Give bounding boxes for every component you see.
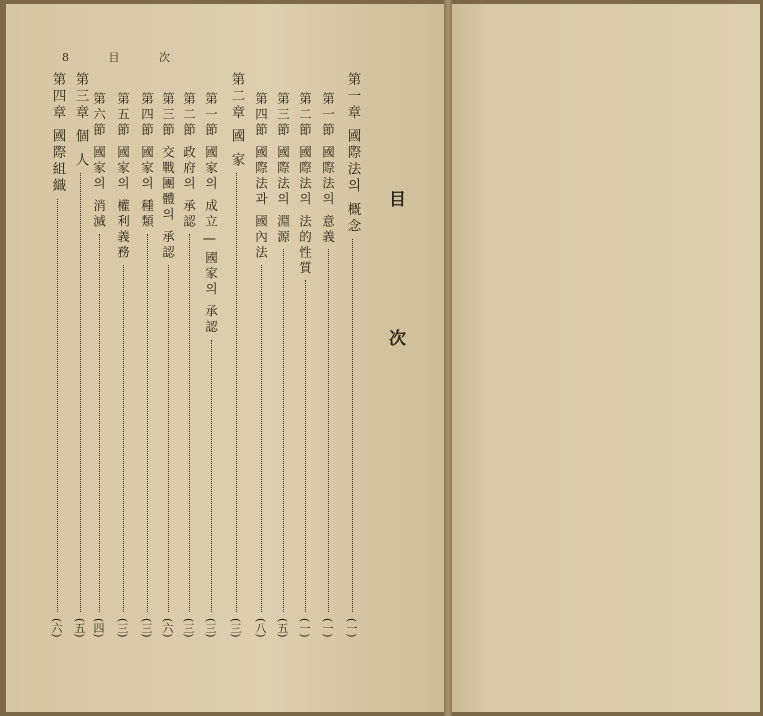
toc-leader-dots [99, 234, 100, 612]
running-head: 8 目 次 [62, 51, 188, 64]
toc-title: 目 次 [385, 190, 405, 404]
book-gutter [444, 0, 452, 716]
toc-entry-title: 第四節 國際法과 國內法 [253, 92, 269, 261]
toc-entry-page: (一) [345, 618, 358, 638]
toc-entry-page: (三) [229, 618, 242, 638]
toc-leader-dots [147, 234, 148, 612]
toc-entry-page: (一) [298, 618, 311, 638]
toc-entry-title: 第一節 國際法의 意義 [320, 92, 336, 246]
toc-entry-page: (一) [321, 618, 334, 638]
toc-leader-dots [236, 173, 237, 612]
right-page-blank [450, 4, 760, 712]
toc-entry-title: 第一節 國家의 成立 | 國家의 承認 [203, 92, 219, 336]
toc-entry-page: (四) [92, 618, 105, 638]
toc-entry-page: (六) [161, 618, 174, 638]
toc-entry-title: 第三章 個 人 [72, 72, 89, 170]
toc-entry-title: 第二章 國 家 [228, 72, 245, 170]
toc-entry-title: 第二節 國際法의 法的性質 [297, 92, 313, 277]
toc-leader-dots [189, 234, 190, 612]
toc-entry-title: 第三節 國際法의 淵源 [275, 92, 291, 246]
toc-entry-title: 第三節 交戰團體의 承認 [160, 92, 176, 261]
toc-entry-page: (三) [140, 618, 153, 638]
toc-entry-title: 第五節 國家의 權利義務 [115, 92, 131, 261]
toc-entry-page: (五) [73, 618, 86, 638]
toc-entry-title: 第六節 國家의 消滅 [91, 92, 107, 230]
toc-entry-page: (三) [204, 618, 217, 638]
toc-leader-dots [123, 265, 124, 612]
toc-entry-page: (三) [116, 618, 129, 638]
toc-entry-page: (五) [276, 618, 289, 638]
toc-entry-title: 第四節 國家의 種類 [139, 92, 155, 230]
left-page [6, 4, 446, 712]
toc-leader-dots [211, 340, 212, 612]
toc-leader-dots [80, 173, 81, 612]
toc-leader-dots [261, 265, 262, 612]
toc-leader-dots [352, 239, 353, 612]
toc-leader-dots [168, 265, 169, 612]
toc-entry-page: (三) [182, 618, 195, 638]
toc-entry-title: 第二節 政府의 承認 [181, 92, 197, 230]
toc-entry-page: (六) [50, 618, 63, 638]
toc-leader-dots [283, 249, 284, 612]
toc-entry-title: 第四章 國際組織 [49, 72, 66, 195]
toc-leader-dots [57, 199, 58, 612]
toc-entry-title: 第一章 國際法의 概念 [344, 72, 361, 236]
toc-leader-dots [328, 249, 329, 612]
toc-entry-page: (八) [254, 618, 267, 638]
toc-leader-dots [305, 280, 306, 612]
